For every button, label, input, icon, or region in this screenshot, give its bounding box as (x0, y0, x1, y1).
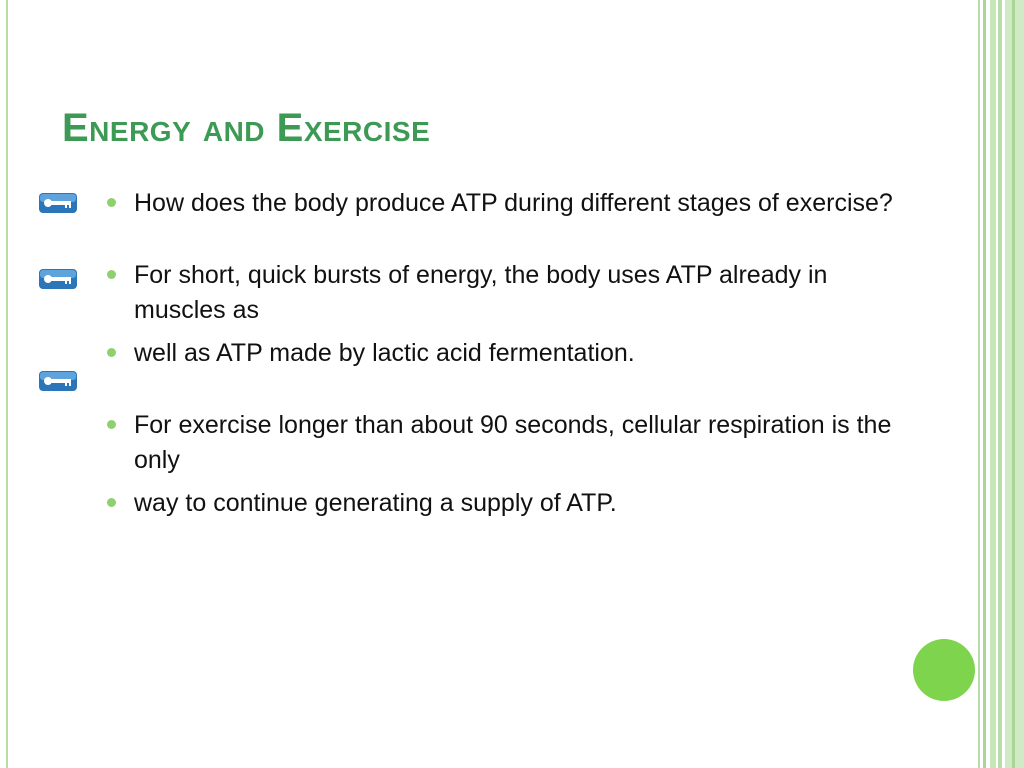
bullet-text: How does the body produce ATP during different stages of exercise? (134, 189, 893, 217)
key-icon[interactable] (38, 370, 78, 392)
bullet-dot (107, 420, 116, 429)
right-border-stripe (983, 0, 986, 768)
slide-title: Energy and Exercise (62, 106, 431, 150)
decorative-circle (913, 639, 975, 701)
bullet-dot (107, 198, 116, 207)
bullet-dot (107, 498, 116, 507)
bullet-item (106, 258, 906, 328)
bullet-item (106, 336, 906, 371)
right-border-stripe (978, 0, 980, 768)
key-icon[interactable] (38, 192, 78, 214)
bullet-item (106, 186, 906, 221)
bullet-dot (107, 348, 116, 357)
left-border-line (6, 0, 8, 768)
bullet-text: For short, quick bursts of energy, the body uses ATP already in muscles as (134, 261, 828, 324)
right-border-stripe (990, 0, 996, 768)
bullet-text: well as ATP made by lactic acid fermentation. (134, 339, 635, 367)
bullet-text: For exercise longer than about 90 seconds, cellular respiration is the only (134, 411, 892, 474)
bullet-item (106, 486, 906, 521)
bullet-list (106, 186, 906, 521)
bullet-text: way to continue generating a supply of ATP. (134, 489, 617, 517)
right-border-stripe (1012, 0, 1015, 768)
right-border-stripe (998, 0, 1002, 768)
bullet-dot (107, 270, 116, 279)
bullet-item (106, 408, 906, 478)
key-icon[interactable] (38, 268, 78, 290)
